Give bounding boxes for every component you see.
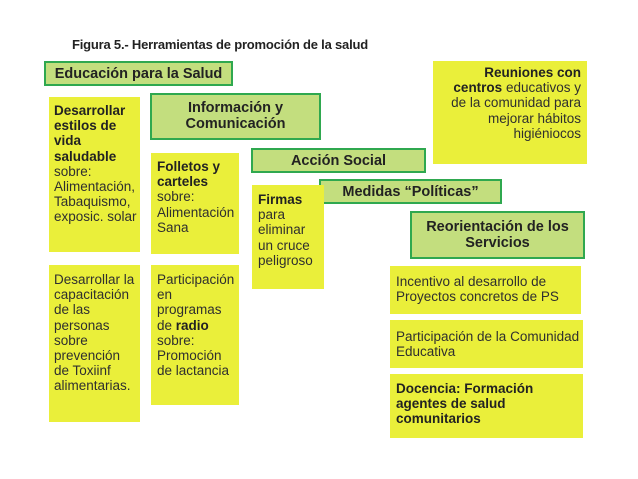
participacion-line-4: [157, 318, 239, 333]
comunidad-line-1: Participación de la Comunidad: [396, 329, 580, 344]
estilos-bold-1: Desarrollar: [54, 103, 126, 118]
docencia-line-1: Docencia: Formación: [396, 381, 534, 396]
comunidad-line-2: Educativa: [396, 344, 456, 360]
participacion-programas-box: [151, 265, 239, 405]
estilos-line-1: sobre:: [54, 163, 92, 179]
educacion-label: Educación para la Salud: [54, 65, 223, 82]
reorientacion-line-1: Reorientación de los: [426, 219, 569, 235]
medidas-politicas-box: [319, 179, 502, 204]
accion-social-box: [251, 148, 426, 173]
folletos-bold-2: carteles: [157, 174, 209, 190]
estilos-line-2: Alimentación,: [54, 179, 136, 195]
participacion-radio-word: radio: [175, 317, 209, 333]
estilos-bold-4: saludable: [54, 148, 117, 164]
estilos-line-4: exposic. solar: [54, 209, 137, 225]
firmas-line-2: eliminar: [258, 222, 306, 238]
reorientacion-line-2: Servicios: [465, 235, 530, 251]
reuniones-line-4: mejorar hábitos: [487, 110, 581, 126]
participacion-line-4-pre: de: [157, 317, 176, 333]
reuniones-line-5: higiéniocos: [513, 125, 581, 141]
capacitacion-line-7: de Toxiinf: [54, 363, 111, 379]
estilos-line-3: Tabaquismo,: [54, 194, 131, 210]
participacion-line-3: programas: [157, 302, 222, 318]
firmas-line-3: un cruce: [258, 237, 310, 253]
incentivo-line-1: Incentivo al desarrollo de: [396, 274, 547, 289]
participacion-line-5: sobre:: [157, 332, 195, 348]
capacitacion-line-5: sobre: [54, 332, 88, 348]
medidas-politicas-label: Medidas “Políticas”: [342, 183, 479, 200]
reuniones-box: [433, 61, 587, 164]
reuniones-bold-word: centros: [453, 80, 503, 96]
estilos-vida-box: [49, 97, 140, 252]
reorientacion-servicios-box: [410, 211, 585, 259]
capacitacion-line-1: Desarrollar la: [54, 272, 135, 287]
capacitacion-line-6: prevención: [54, 348, 121, 364]
folletos-line-3: Sana: [157, 219, 189, 235]
educacion-para-la-salud-box: [44, 61, 233, 86]
incentivo-box: [390, 266, 581, 314]
figure-title: Figura 5.- Herramientas de promoción de la salud: [72, 37, 368, 52]
docencia-line-3: comunitarios: [396, 411, 481, 427]
folletos-line-2: Alimentación: [157, 204, 235, 220]
participacion-line-1: Participación: [157, 272, 235, 287]
participacion-line-6: Promoción: [157, 348, 222, 364]
accion-social-label: Acción Social: [290, 152, 387, 169]
informacion-line-2: Comunicación: [185, 116, 286, 132]
folletos-bold-1: Folletos y: [157, 159, 221, 174]
firmas-line-4: peligroso: [258, 252, 313, 268]
capacitacion-line-4: personas: [54, 317, 110, 333]
folletos-line-1: sobre:: [157, 189, 195, 205]
participacion-line-7: de lactancia: [157, 363, 230, 379]
capacitacion-line-3: de las: [54, 302, 91, 318]
incentivo-line-2: Proyectos concretos de PS: [396, 289, 559, 305]
firmas-line-1: para: [258, 207, 286, 223]
informacion-line-1: Información y: [187, 100, 284, 116]
docencia-box: [390, 374, 583, 438]
folletos-box: [151, 153, 239, 254]
estilos-bold-3: vida: [54, 133, 82, 149]
capacitacion-line-2: capacitación: [54, 287, 130, 303]
estilos-bold-2: estilos de: [54, 118, 117, 134]
participacion-line-2: en: [157, 287, 173, 303]
firmas-box: [252, 185, 324, 289]
reuniones-line-2-rest: educativos y: [502, 80, 581, 96]
capacitacion-box: [49, 265, 140, 422]
capacitacion-line-8: alimentarias.: [54, 378, 131, 394]
reuniones-line-1: Reuniones con: [484, 65, 581, 80]
docencia-line-2: agentes de salud: [396, 396, 506, 412]
reuniones-line-3: de la comunidad para: [451, 95, 581, 111]
participacion-comunidad-box: [390, 320, 583, 368]
informacion-comunicacion-box: [150, 93, 321, 140]
firmas-bold-1: Firmas: [258, 192, 303, 207]
reuniones-line-2: [433, 80, 581, 95]
